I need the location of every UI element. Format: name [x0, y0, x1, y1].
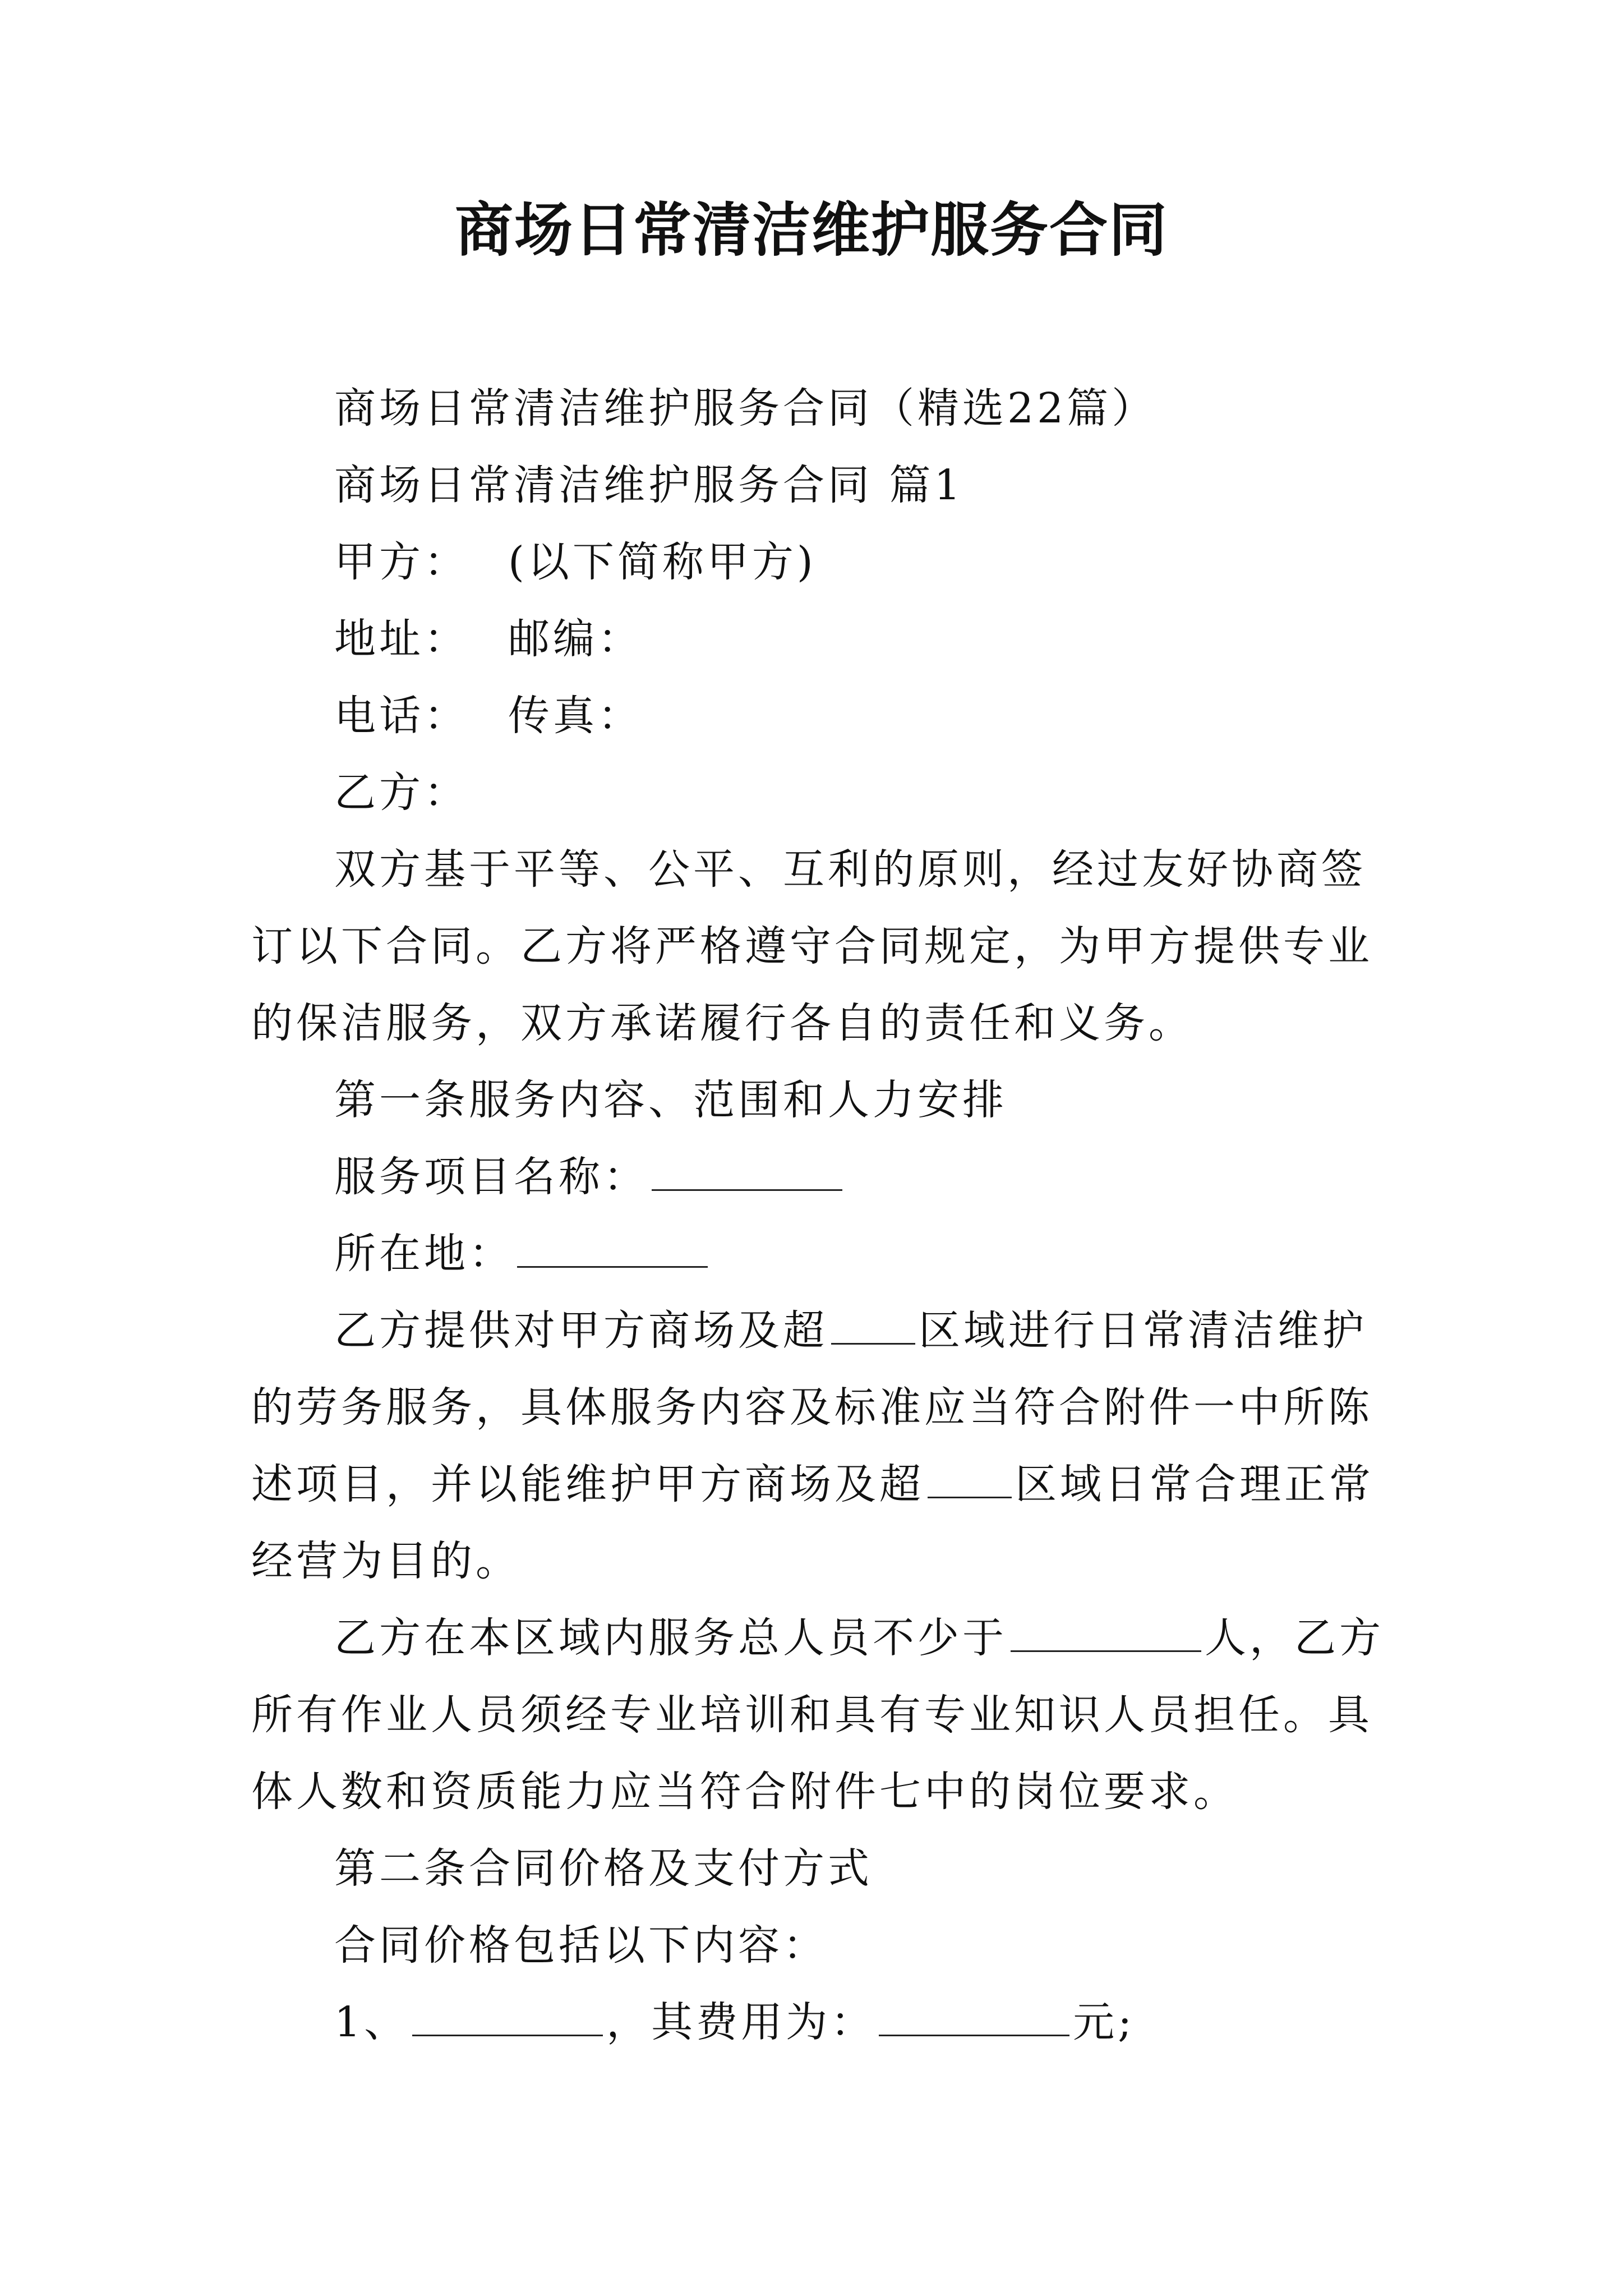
- address-label: 地址：: [334, 615, 469, 663]
- subtitle: 商场日常清洁维护服务合同（精选22篇）: [334, 384, 1157, 432]
- scope-paragraph: [251, 1292, 1390, 1600]
- address-line: [251, 601, 1390, 678]
- party-a-label: 甲方：: [334, 538, 469, 586]
- item1-amount-blank: [879, 2000, 1069, 2036]
- section-heading: 商场日常清洁维护服务合同 篇1: [334, 461, 964, 509]
- scope-blank-1: [831, 1308, 915, 1345]
- scope-blank-2: [928, 1462, 1012, 1498]
- location-blank: [517, 1231, 708, 1268]
- scope-text-1: 乙方提供对甲方商场及超: [334, 1306, 828, 1355]
- phone-label: 电话：: [334, 692, 469, 740]
- location-line: [251, 1216, 1390, 1292]
- staff-count-blank: [1011, 1616, 1201, 1652]
- postcode-label: 邮编：: [508, 615, 643, 663]
- item1-number: 1、: [334, 1998, 409, 2046]
- project-name-blank: [652, 1154, 842, 1191]
- item1-unit: 元;: [1073, 1998, 1136, 2046]
- document-body: [251, 370, 1390, 2061]
- staff-paragraph: [251, 1600, 1390, 1830]
- fax-label: 传真：: [508, 692, 643, 740]
- item1-middle: ，其费用为：: [606, 1998, 876, 2046]
- project-name-line: [251, 1139, 1390, 1216]
- party-a-note: (以下简称甲方): [508, 538, 817, 586]
- intro-paragraph: 双方基于平等、公平、互利的原则，经过友好协商签订以下合同。乙方将严格遵守合同规定，为甲方提供专业的保洁服务，双方承诺履行各自的责任和义务。: [251, 845, 1373, 1047]
- scope-text-2: 区域进行日常清洁维护的劳务服务，具体服务内容及标准应当符合附件一中所陈述项目，并以能维护甲方商场及超: [251, 1306, 1373, 1508]
- staff-text-2: 人，乙方所有作业人员须经专业培训和具有专业知识人员担任。具体人数和资质能力应当符合附件七中的岗位要求。: [251, 1614, 1384, 1816]
- location-label: 所在地：: [334, 1230, 514, 1278]
- scope-text-3: 区域日常合理正常经营为目的。: [251, 1460, 1374, 1585]
- article1-heading: 第一条服务内容、范围和人力安排: [334, 1076, 1007, 1124]
- party-b-line: [251, 754, 1390, 831]
- article2-heading: 第二条合同价格及支付方式: [334, 1844, 873, 1893]
- price-intro: 合同价格包括以下内容：: [334, 1921, 828, 1970]
- phone-line: [251, 678, 1390, 754]
- project-name-label: 服务项目名称：: [334, 1153, 648, 1201]
- staff-text-1: 乙方在本区域内服务总人员不少于: [334, 1614, 1007, 1662]
- document-title: 商场日常清洁维护服务合同: [454, 195, 1168, 264]
- party-a-line: [251, 524, 1390, 601]
- item1-name-blank: [412, 2000, 603, 2036]
- price-item-1: [251, 1984, 1390, 2061]
- party-b-label: 乙方：: [334, 769, 469, 817]
